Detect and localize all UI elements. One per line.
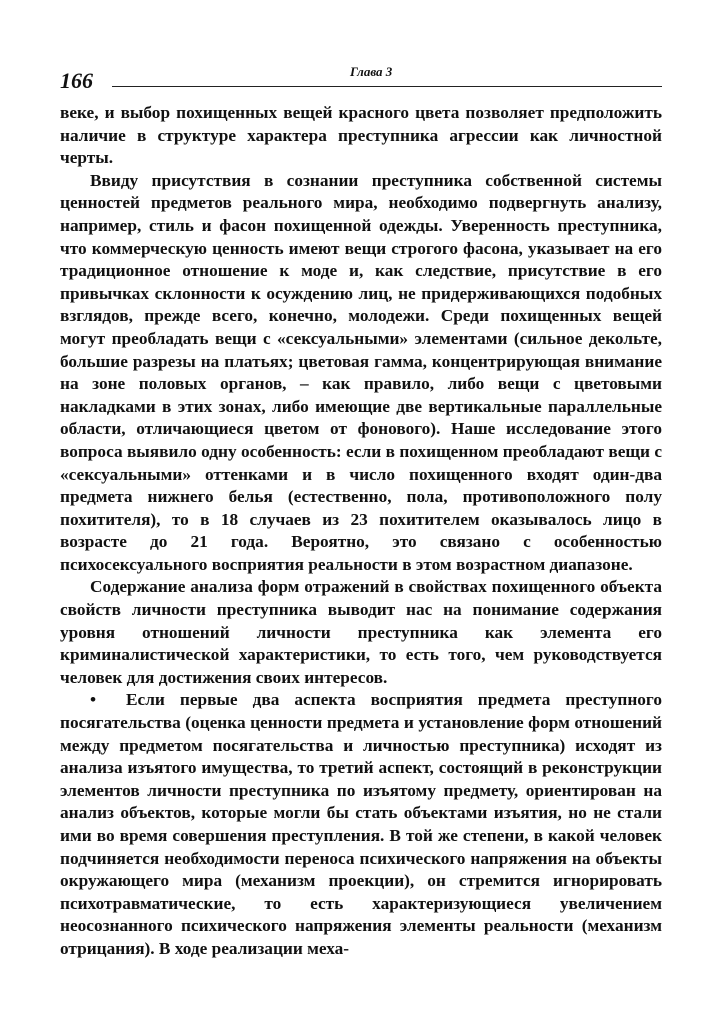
body-text bbox=[60, 102, 662, 961]
paragraph: Ввиду присутствия в сознании преступника собственной системы ценностей предметов реального мира, необходимо подвергнуть анализу, например, стиль и фасон похищенной одежды. Уверенность преступника, что коммерческую ценность имеют вещи строгого фасона, указывает на его традиционное отношение к моде и, как следствие, присутствие в его привычках склонности к осуждению лиц, не придерживающихся подобных взглядов, прежде всего, конечно, молодежи. Среди похищенных вещей могут преобладать вещи с «сексуальными» элементами (сильное декольте, большие разрезы на платьях; цветовая гамма, концентрирующая внимание на зоне половых органов, – как правило, либо вещи с цветовыми накладками в этих зонах, либо имеющие две вертикальные параллельные области, отличающиеся цветом от фонового). Наше исследование этого вопроса выявило одну особенность: если в похищенном преобладают вещи с «сексуальными» оттенками и в число похищенного входят один-два предмета нижнего белья (естественно, пола, противоположного полу похитителя), то в 18 случаев из 23 похитителем оказывалось лицо в возрасте до 21 года. Вероятно, это связано с особенностью психосексуального восприятия реальности в этом возрастном диапазоне. bbox=[60, 170, 662, 574]
bullet-icon: • bbox=[90, 690, 97, 710]
page-number: 166 bbox=[60, 68, 93, 93]
chapter-title: Глава 3 bbox=[350, 64, 393, 79]
paragraph-continuation: веке, и выбор похищенных вещей красного цвета позволяет предположить наличие в структуре характера преступника агрессии как личностной черты. bbox=[60, 103, 662, 168]
bullet-text: Если первые два аспекта восприятия предмета преступного посягательства (оценка ценности предмета и установление форм отношений между предметом посягательства и личностью преступника) исходят из анализа изъятого имущества, то третий аспект, состоящий в реконструкции элементов личности преступника по изъятому предмету, ориентирован на анализ объектов, которые могли бы стать объектами изъятия, но не стали ими во время совершения преступления. В той же степени, в какой человек подчиняется необходимости переноса психического напряжения на объекты окружающего мира (механизм проекции), он стремится игнорировать психотравматические, то есть характеризующиеся увеличением неосознанного психического напряжения элементы реальности (механизм отрицания). В ходе реализации меха- bbox=[60, 690, 662, 958]
paragraph: Содержание анализа форм отражений в свойствах похищенного объекта свойств личности преступника выводит нас на понимание содержания уровня отношений личности преступника как элемента его криминалистической характеристики, то есть того, чем руководствуется человек для достижения своих интересов. bbox=[60, 577, 662, 687]
bullet-paragraph bbox=[60, 689, 662, 960]
running-header bbox=[60, 64, 662, 98]
header-rule bbox=[112, 86, 662, 87]
